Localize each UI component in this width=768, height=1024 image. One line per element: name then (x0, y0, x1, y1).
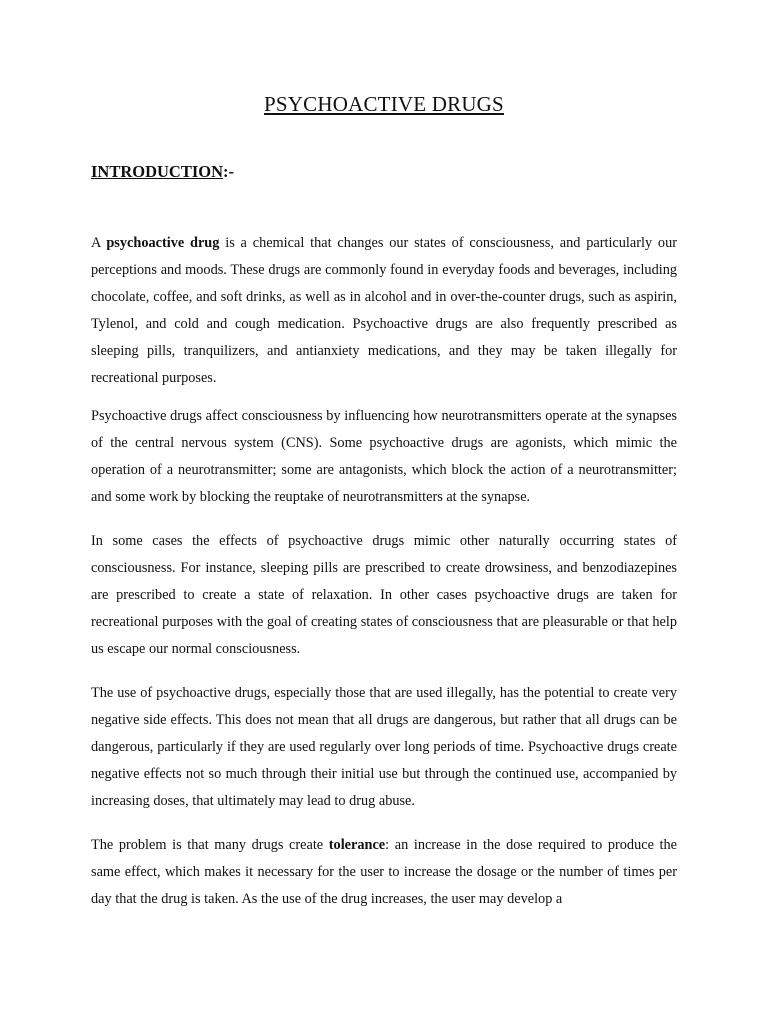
paragraph-1 (91, 230, 677, 392)
paragraph-5 (91, 832, 677, 913)
paragraph-5-bold-term: tolerance (328, 837, 386, 853)
paragraph-2: Psychoactive drugs affect consciousness by influencing how neurotransmitters operate at the synapses of the central nervous system (CNS). Some psychoactive drugs are agonists, which mimic the operation of a neurotransmitter; some are antagonists, which block the action of a neurotransmitter; and some work by blocking the reuptake of neurotransmitters at the synapse. (91, 408, 677, 505)
paragraph-5-post: : an increase in the dose required to produce the same effect, which makes it necessary for the user to increase the dosage or the number of times per day that the drug is taken. As the use of the drug increases, the user may develop a (91, 837, 678, 907)
paragraph-4: The use of psychoactive drugs, especially those that are used illegally, has the potential to create very negative side effects. This does not mean that all drugs are dangerous, but rather that all drugs can be dangerous, particularly if they are used regularly over long periods of time. Psychoactive drugs create negative effects not so much through their initial use but through the continued use, accompanied by increasing doses, that ultimately may lead to drug abuse. (91, 685, 677, 809)
section-heading-suffix: :- (223, 162, 235, 181)
paragraph-5-pre: The problem is that many drugs create (91, 837, 329, 853)
section-heading (91, 162, 234, 182)
document-body (91, 230, 677, 924)
paragraph-1-post: is a chemical that changes our states of consciousness, and particularly our perceptions and moods. These drugs are commonly found in everyday foods and beverages, including chocolate, coffee, and soft drinks, as well as in alcohol and in over-the-counter drugs, such as aspirin, Tylenol, and cold and cough medication. Psychoactive drugs are also frequently prescribed as sleeping pills, tranquilizers, and antianxiety medications, and they may be taken illegally for recreational purposes. (91, 235, 677, 386)
paragraph-1-bold-term: psychoactive drug (106, 235, 220, 251)
paragraph-1-pre: A (91, 235, 107, 251)
section-heading-text: INTRODUCTION (91, 162, 224, 181)
document-title: PSYCHOACTIVE DRUGS (264, 92, 504, 116)
paragraph-3: In some cases the effects of psychoactive drugs mimic other naturally occurring states of consciousness. For instance, sleeping pills are prescribed to create drowsiness, and benzodiazepines are prescribed to create a state of relaxation. In other cases psychoactive drugs are taken for recreational purposes with the goal of creating states of consciousness that are pleasurable or that help us escape our normal consciousness. (91, 533, 677, 657)
